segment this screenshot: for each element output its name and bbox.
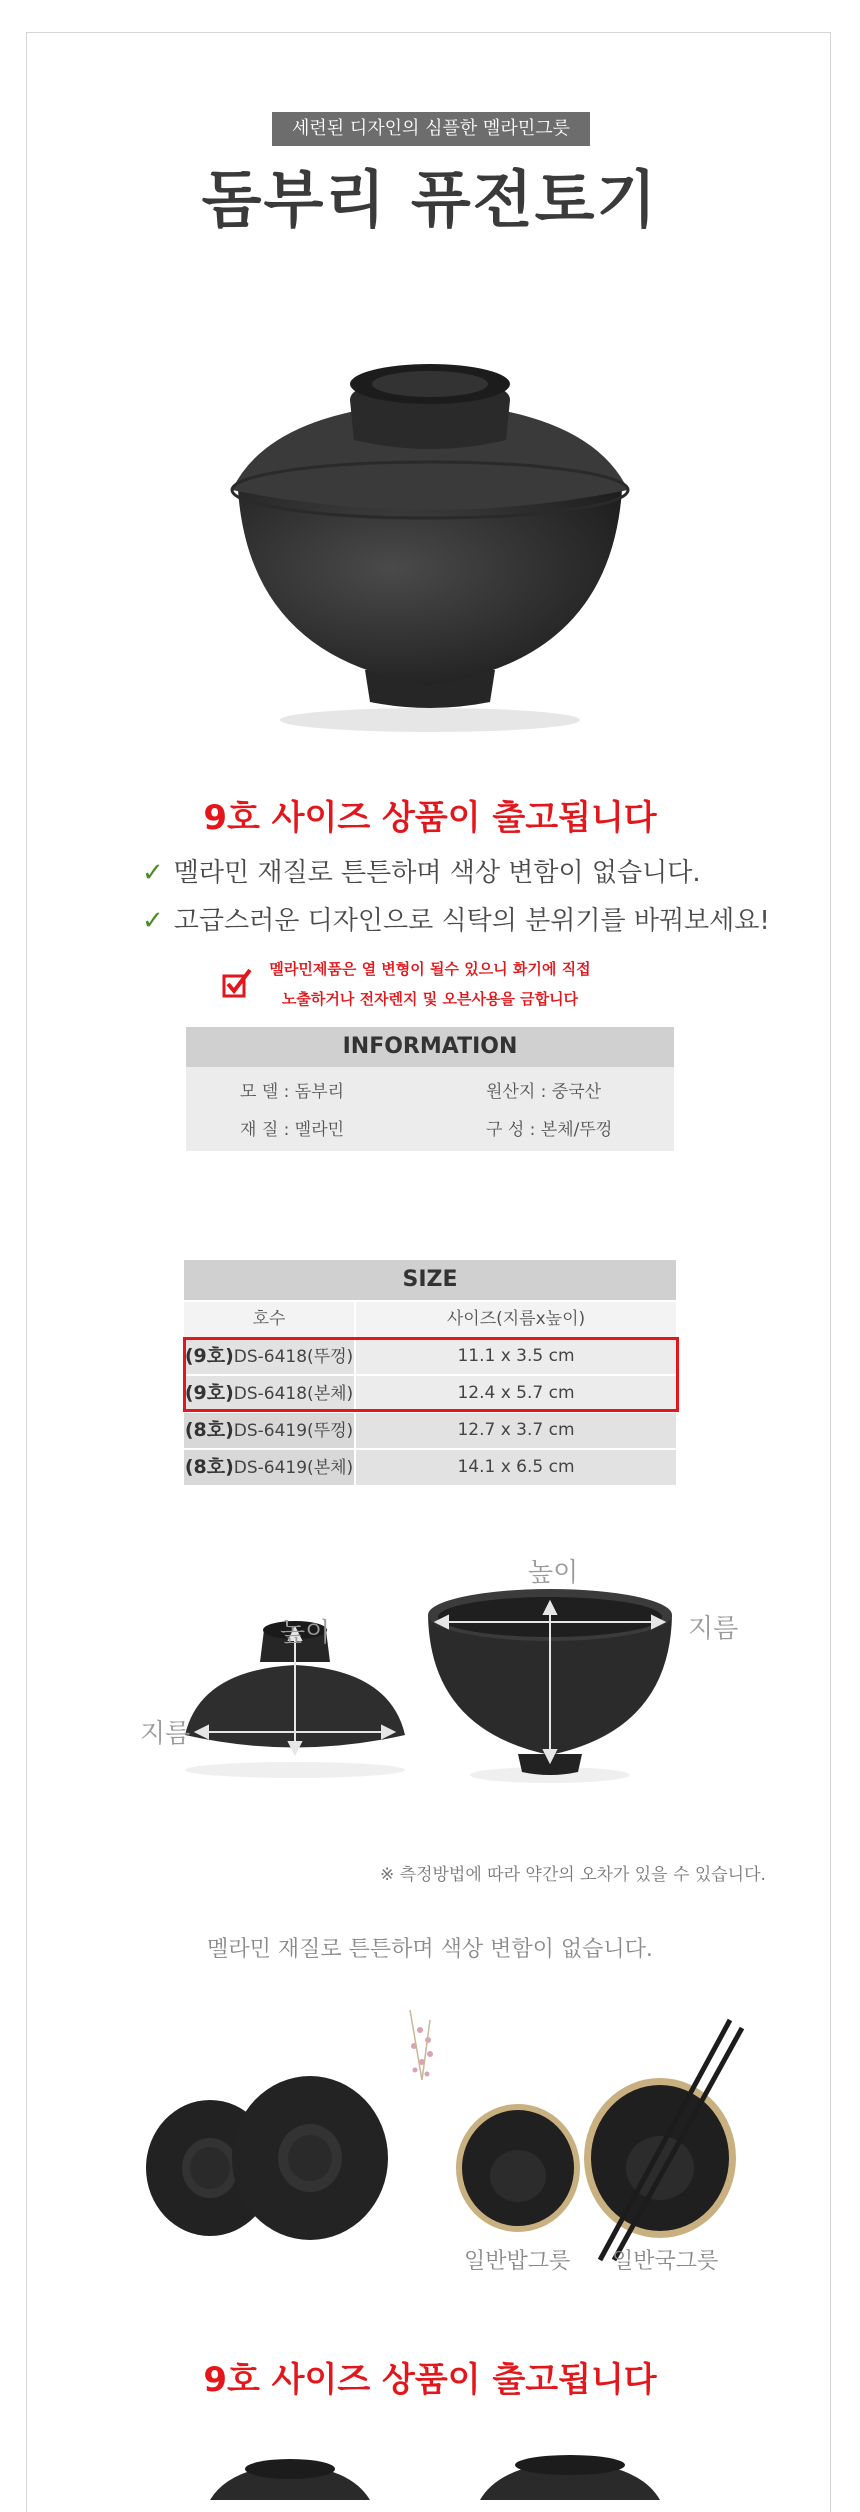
- measurement-note: ※ 측정방법에 따라 약간의 오차가 있을 수 있습니다.: [380, 1865, 766, 1885]
- row-model: [184, 1413, 354, 1448]
- model-code: DS-6418(본체): [233, 1384, 354, 1404]
- size-header: SIZE: [184, 1260, 676, 1300]
- row-size: 11.1 x 3.5 cm: [354, 1339, 676, 1374]
- warning-line-2: 노출하거나 전자렌지 및 오븐사용을 금합니다: [281, 990, 579, 1008]
- shipping-notice: 9호 사이즈 상품이 출고됩니다: [203, 798, 657, 838]
- info-composition: 구 성 : 본체/뚜껑: [486, 1120, 613, 1140]
- information-header: INFORMATION: [186, 1027, 674, 1067]
- warning-check-icon: [222, 968, 252, 998]
- information-table: [186, 1027, 674, 1151]
- info-origin: 원산지 : 중국산: [486, 1082, 602, 1102]
- shipped-size-highlight: [183, 1337, 679, 1412]
- size-column-headers: [184, 1300, 676, 1337]
- col-header-number: 호수: [184, 1302, 354, 1337]
- check-icon: ✓: [142, 906, 164, 936]
- row-model: [184, 1450, 354, 1485]
- feature-text: 멜라민 재질로 튼튼하며 색상 변함이 없습니다.: [173, 858, 701, 888]
- hero-bowl-image: [190, 340, 670, 740]
- feature-1: [142, 852, 701, 889]
- model-code: DS-6418(뚜껑): [233, 1347, 354, 1367]
- lineup-caption: 멜라민 재질로 튼튼하며 색상 변함이 없습니다.: [207, 1937, 653, 1962]
- tagline-badge: 세련된 디자인의 심플한 멜라민그릇: [272, 112, 590, 146]
- bowl-height-label: 높이: [528, 1558, 579, 1588]
- check-icon: ✓: [142, 858, 164, 888]
- row-size: 12.7 x 3.7 cm: [354, 1413, 676, 1448]
- lid-diameter-label: 지름: [140, 1719, 191, 1749]
- model-code: DS-6419(뚜껑): [233, 1421, 354, 1441]
- lineup-photo: [130, 1990, 760, 2270]
- size-number: (8호): [184, 1419, 234, 1441]
- melamine-warning: [250, 954, 610, 1014]
- dimension-diagram: [140, 1560, 780, 1800]
- info-material: 재 질 : 멜라민: [240, 1120, 345, 1140]
- feature-2: [142, 900, 770, 937]
- information-body: [186, 1067, 674, 1151]
- row-size: 14.1 x 6.5 cm: [354, 1450, 676, 1485]
- product-title: 돔부리 퓨전토기: [201, 163, 659, 236]
- warning-line-1: 멜라민제품은 열 변형이 될수 있으니 화기에 직접: [269, 960, 591, 978]
- size-number: (9호): [184, 1345, 234, 1367]
- col-header-size: 사이즈(지름x높이): [354, 1302, 676, 1337]
- table-row: [184, 1448, 676, 1485]
- rice-bowl-label: 일반밥그릇: [464, 2249, 571, 2274]
- shipping-notice-repeat: 9호 사이즈 상품이 출고됩니다: [203, 2360, 657, 2400]
- row-size: 12.4 x 5.7 cm: [354, 1376, 676, 1411]
- lid-height-label: 높이: [280, 1618, 331, 1648]
- bowl-diameter-label: 지름: [688, 1614, 739, 1644]
- table-row: [184, 1411, 676, 1448]
- soup-bowl-label: 일반국그릇: [612, 2249, 719, 2274]
- info-model: 모 델 : 돔부리: [240, 1082, 345, 1102]
- bottom-bowls-partial: [190, 2455, 690, 2500]
- size-number: (9호): [184, 1382, 234, 1404]
- model-code: DS-6419(본체): [233, 1458, 354, 1478]
- feature-text: 고급스러운 디자인으로 식탁의 분위기를 바꿔보세요!: [173, 906, 770, 936]
- size-number: (8호): [184, 1456, 234, 1478]
